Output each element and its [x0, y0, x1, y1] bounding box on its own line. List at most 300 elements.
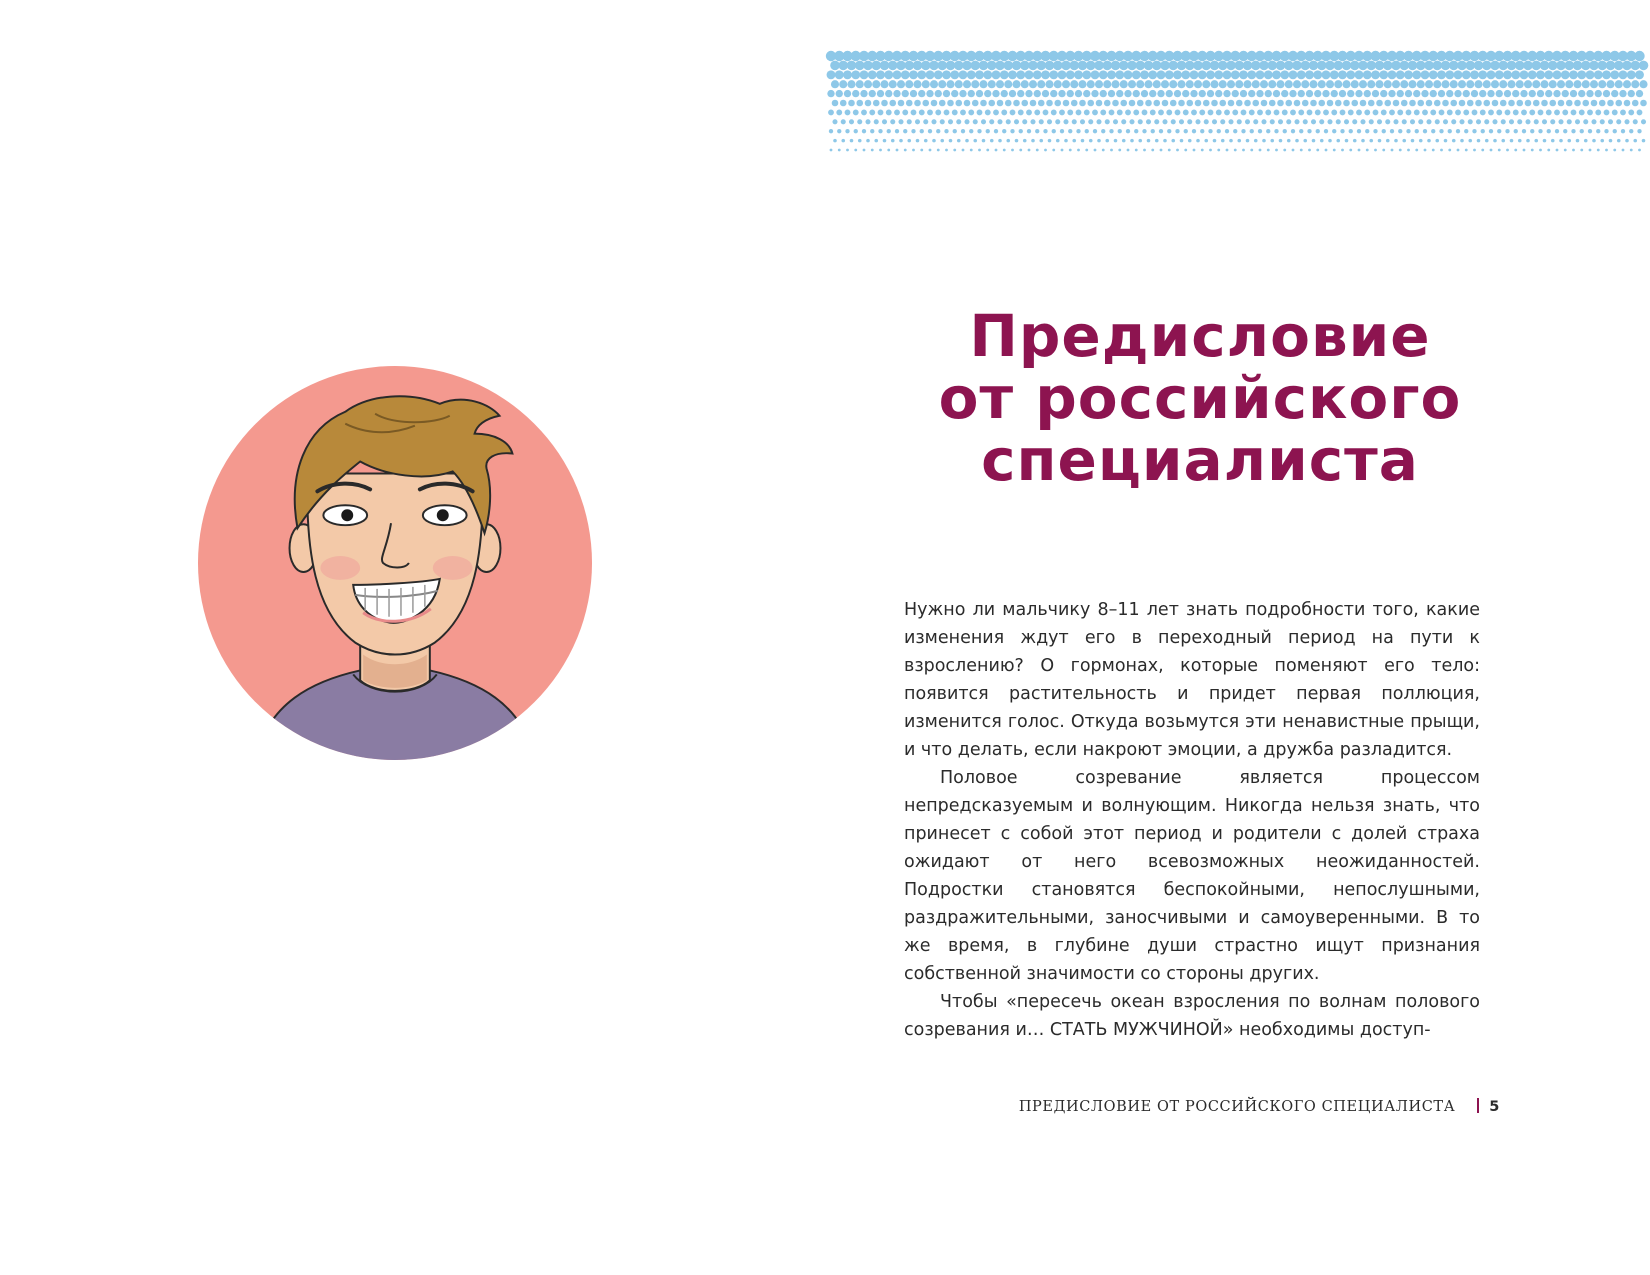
- halftone-dot: [1500, 100, 1507, 107]
- halftone-dot: [878, 129, 882, 133]
- halftone-dot: [1030, 100, 1037, 107]
- halftone-dot: [1521, 109, 1527, 115]
- halftone-dot: [1061, 149, 1064, 152]
- halftone-dot: [1460, 139, 1464, 143]
- halftone-dot: [1138, 139, 1142, 143]
- halftone-dot: [1111, 80, 1119, 88]
- halftone-dot: [943, 90, 950, 97]
- halftone-dot: [1523, 149, 1526, 152]
- halftone-dot: [853, 109, 859, 115]
- halftone-dot: [1247, 70, 1256, 79]
- halftone-dot: [1564, 149, 1567, 152]
- halftone-dot: [959, 70, 968, 79]
- halftone-dot: [1303, 119, 1308, 124]
- halftone-dot: [1571, 129, 1575, 133]
- halftone-dot: [1550, 119, 1555, 124]
- halftone-dot: [1298, 90, 1305, 97]
- halftone-dot: [968, 109, 974, 115]
- halftone-dot: [1283, 129, 1287, 133]
- halftone-dot: [1173, 70, 1182, 79]
- halftone-dot: [871, 149, 874, 152]
- halftone-dot: [830, 149, 833, 152]
- halftone-dot: [1522, 129, 1526, 133]
- halftone-dot: [1430, 90, 1437, 97]
- halftone-dot: [1452, 139, 1456, 143]
- halftone-dot: [1262, 139, 1266, 143]
- halftone-dot: [1437, 70, 1446, 79]
- halftone-dot: [994, 129, 998, 133]
- halftone-dot: [946, 80, 954, 88]
- halftone-dot: [1442, 100, 1449, 107]
- halftone-dot: [1446, 90, 1453, 97]
- halftone-dot: [1427, 139, 1431, 143]
- halftone-dot: [905, 80, 913, 88]
- halftone-dot: [1440, 149, 1443, 152]
- halftone-dot: [1507, 61, 1517, 71]
- halftone-dot: [1541, 100, 1548, 107]
- halftone-dot: [1009, 90, 1016, 97]
- halftone-dot: [1636, 90, 1643, 97]
- halftone-dot: [1213, 139, 1217, 143]
- halftone-dot: [1297, 70, 1306, 79]
- halftone-dot: [949, 139, 953, 143]
- halftone-dot: [1072, 119, 1077, 124]
- halftone-dot: [1607, 100, 1614, 107]
- halftone-dot: [1043, 129, 1047, 133]
- halftone-dot: [1390, 129, 1394, 133]
- halftone-dot: [1178, 100, 1185, 107]
- halftone-dot: [1421, 70, 1430, 79]
- halftone-dot: [1490, 61, 1500, 71]
- halftone-dot: [1256, 70, 1265, 79]
- halftone-dot: [1162, 119, 1167, 124]
- halftone-dot: [1099, 70, 1108, 79]
- halftone-dot: [906, 100, 913, 107]
- halftone-dot: [1517, 119, 1522, 124]
- halftone-dot: [1351, 100, 1358, 107]
- halftone-dot: [1034, 90, 1041, 97]
- halftone-dot: [1582, 100, 1589, 107]
- halftone-dot: [1385, 119, 1390, 124]
- halftone-dot: [1118, 129, 1122, 133]
- halftone-dot: [1641, 119, 1646, 124]
- halftone-dot: [1177, 80, 1185, 88]
- halftone-dot: [1491, 80, 1499, 88]
- halftone-dot: [1509, 119, 1514, 124]
- halftone-dot: [1013, 100, 1020, 107]
- halftone-dot: [1243, 61, 1253, 71]
- halftone-dot: [1457, 61, 1467, 71]
- halftone-dot: [1333, 61, 1343, 71]
- halftone-dot: [1467, 100, 1474, 107]
- halftone-dot: [1432, 149, 1435, 152]
- halftone-dot: [1047, 119, 1052, 124]
- halftone-dot: [1490, 149, 1493, 152]
- halftone-dot: [911, 109, 917, 115]
- halftone-dot: [1318, 100, 1325, 107]
- halftone-dot: [1394, 139, 1398, 143]
- halftone-dot: [944, 109, 950, 115]
- halftone-dot: [1606, 61, 1616, 71]
- halftone-dot: [1051, 109, 1057, 115]
- halftone-dot: [874, 139, 878, 143]
- halftone-dot: [887, 129, 891, 133]
- halftone-dot: [1200, 129, 1204, 133]
- halftone-dot: [1267, 61, 1277, 71]
- halftone-dot: [1465, 61, 1475, 71]
- halftone-dot: [1241, 109, 1247, 115]
- halftone-dot: [1574, 100, 1581, 107]
- halftone-dot: [983, 70, 992, 79]
- halftone-dot: [985, 109, 991, 115]
- halftone-dot: [964, 100, 971, 107]
- halftone-dot: [1402, 119, 1407, 124]
- halftone-dot: [1285, 80, 1293, 88]
- halftone-dot: [937, 149, 940, 152]
- halftone-dot: [1177, 61, 1187, 71]
- halftone-dot: [1591, 119, 1596, 124]
- halftone-dot: [1300, 61, 1310, 71]
- halftone-dot: [944, 129, 948, 133]
- halftone-dot: [1338, 70, 1347, 79]
- halftone-dot: [1166, 109, 1172, 115]
- halftone-dot: [1219, 80, 1227, 88]
- halftone-dot: [1208, 109, 1214, 115]
- halftone-dot: [1419, 139, 1423, 143]
- halftone-dot: [1210, 61, 1220, 71]
- halftone-dot: [1513, 109, 1519, 115]
- halftone-dot: [1342, 80, 1350, 88]
- halftone-dot: [1551, 139, 1555, 143]
- halftone-dot: [1076, 129, 1080, 133]
- halftone-dot: [992, 70, 1001, 79]
- halftone-dot: [970, 149, 973, 152]
- halftone-dot: [1478, 70, 1487, 79]
- halftone-dot: [1439, 129, 1443, 133]
- halftone-dot: [1360, 119, 1365, 124]
- halftone-dot: [1391, 61, 1401, 71]
- halftone-dot: [1081, 139, 1085, 143]
- halftone-dot: [1406, 129, 1410, 133]
- halftone-dot: [1063, 100, 1070, 107]
- halftone-dot: [1380, 90, 1387, 97]
- halftone-dot: [1228, 100, 1235, 107]
- halftone-dot: [1061, 61, 1071, 71]
- halftone-dot: [1567, 119, 1572, 124]
- halftone-dot: [1265, 109, 1271, 115]
- halftone-dot: [903, 129, 907, 133]
- halftone-dot: [937, 61, 947, 71]
- halftone-dot: [1614, 61, 1624, 71]
- halftone-dot: [1540, 61, 1550, 71]
- halftone-dot: [1034, 109, 1040, 115]
- halftone-dot: [1045, 61, 1055, 71]
- halftone-dot: [1391, 149, 1394, 152]
- halftone-dot: [1622, 149, 1625, 152]
- halftone-dot: [1074, 70, 1083, 79]
- halftone-dot: [1558, 100, 1565, 107]
- halftone-dot: [920, 149, 923, 152]
- halftone-dot: [1316, 129, 1320, 133]
- halftone-dot: [1217, 149, 1220, 152]
- halftone-dot: [1253, 119, 1258, 124]
- halftone-dot: [1078, 80, 1086, 88]
- halftone-dot: [1573, 61, 1583, 71]
- halftone-dot: [968, 90, 975, 97]
- halftone-dot: [921, 61, 931, 71]
- halftone-dot: [1603, 90, 1610, 97]
- halftone-dot: [1474, 61, 1484, 71]
- halftone-dot: [1598, 80, 1606, 88]
- halftone-dot: [990, 139, 994, 143]
- halftone-dot: [1055, 119, 1060, 124]
- halftone-dot: [890, 119, 895, 124]
- halftone-dot: [1165, 70, 1174, 79]
- halftone-dot: [1312, 139, 1316, 143]
- halftone-dot: [838, 61, 848, 71]
- halftone-dot: [1159, 129, 1163, 133]
- halftone-dot: [1039, 139, 1043, 143]
- halftone-dot: [1027, 129, 1031, 133]
- halftone-dot: [988, 80, 996, 88]
- halftone-dot: [1067, 109, 1073, 115]
- halftone-dot: [1406, 109, 1412, 115]
- halftone-dot: [904, 61, 914, 71]
- halftone-dot: [1261, 100, 1268, 107]
- halftone-dot: [1538, 109, 1544, 115]
- halftone-dot: [1284, 61, 1294, 71]
- halftone-dot: [1129, 100, 1136, 107]
- halftone-dot: [857, 119, 862, 124]
- halftone-dot: [1143, 149, 1146, 152]
- halftone-dot: [922, 100, 929, 107]
- halftone-dot: [1418, 119, 1423, 124]
- halftone-dot: [1464, 129, 1468, 133]
- halftone-dot: [971, 80, 979, 88]
- halftone-dot: [1423, 129, 1427, 133]
- halftone-dot: [923, 119, 928, 124]
- halftone-dot: [1565, 80, 1573, 88]
- halftone-dot: [932, 139, 936, 143]
- halftone-dot: [1049, 70, 1058, 79]
- chapter-title: [855, 302, 1545, 494]
- halftone-dot: [1116, 90, 1123, 97]
- halftone-dot: [1246, 139, 1250, 143]
- halftone-dot: [1314, 90, 1321, 97]
- halftone-dot: [1630, 149, 1633, 152]
- halftone-dot: [1529, 90, 1536, 97]
- halftone-dot: [1498, 61, 1508, 71]
- halftone-dot: [1085, 149, 1088, 152]
- halftone-dot: [1086, 61, 1096, 71]
- halftone-dot: [1589, 149, 1592, 152]
- halftone-dot: [942, 70, 951, 79]
- halftone-dot: [1094, 61, 1104, 71]
- halftone-dot: [1095, 80, 1103, 88]
- halftone-dot: [1002, 129, 1006, 133]
- halftone-dot: [1516, 80, 1524, 88]
- halftone-dot: [841, 139, 845, 143]
- halftone-dot: [930, 80, 938, 88]
- halftone-dot: [965, 139, 969, 143]
- halftone-dot: [1280, 70, 1289, 79]
- halftone-dot: [1126, 129, 1130, 133]
- halftone-dot: [1225, 129, 1229, 133]
- halftone-dot: [947, 100, 954, 107]
- halftone-dot: [1325, 61, 1335, 71]
- halftone-dot: [1221, 139, 1225, 143]
- halftone-dot: [1561, 70, 1570, 79]
- halftone-dot: [1610, 70, 1619, 79]
- halftone-dot: [1450, 100, 1457, 107]
- halftone-dot: [858, 139, 862, 143]
- halftone-dot: [1425, 80, 1433, 88]
- halftone-dot: [1050, 90, 1057, 97]
- halftone-dot: [1600, 139, 1604, 143]
- halftone-dot: [1111, 61, 1121, 71]
- halftone-dot: [920, 129, 924, 133]
- halftone-dot: [1505, 109, 1511, 115]
- halftone-dot: [1424, 61, 1434, 71]
- halftone-dot: [879, 149, 882, 152]
- halftone-dot: [931, 100, 938, 107]
- halftone-dot: [1484, 119, 1489, 124]
- halftone-dot: [1358, 61, 1368, 71]
- halftone-dot: [1383, 61, 1393, 71]
- halftone-dot: [1330, 70, 1339, 79]
- halftone-dot: [1186, 80, 1194, 88]
- halftone-dot: [828, 109, 834, 115]
- halftone-dot: [877, 90, 884, 97]
- halftone-dot: [1635, 70, 1644, 79]
- halftone-dot: [1366, 149, 1369, 152]
- halftone-dot: [902, 109, 908, 115]
- halftone-dot: [1520, 90, 1527, 97]
- halftone-dot: [1481, 149, 1484, 152]
- halftone-dot: [1336, 139, 1340, 143]
- halftone-dot: [1110, 149, 1113, 152]
- halftone-dot: [1481, 129, 1485, 133]
- halftone-dot: [1190, 70, 1199, 79]
- halftone-dot: [1282, 109, 1288, 115]
- halftone-dot: [1276, 80, 1284, 88]
- halftone-dot: [832, 100, 839, 107]
- halftone-dot: [1048, 139, 1052, 143]
- halftone-dot: [1132, 70, 1141, 79]
- halftone-dot: [1501, 119, 1506, 124]
- halftone-dot: [1492, 100, 1499, 107]
- halftone-dot: [931, 119, 936, 124]
- halftone-dot: [1605, 149, 1608, 152]
- halftone-dot: [1193, 61, 1203, 71]
- halftone-dot: [1141, 90, 1148, 97]
- halftone-dot: [1557, 80, 1565, 88]
- page-number: 5: [1489, 1099, 1500, 1115]
- halftone-dot: [1306, 90, 1313, 97]
- halftone-dot: [945, 149, 948, 152]
- halftone-dot: [1120, 80, 1128, 88]
- halftone-dot: [837, 129, 841, 133]
- halftone-dot: [1273, 90, 1280, 97]
- halftone-dot: [1281, 90, 1288, 97]
- halftone-dot: [1578, 90, 1585, 97]
- halftone-dot: [1497, 129, 1501, 133]
- halftone-dot: [1133, 90, 1140, 97]
- halftone-dot: [917, 70, 926, 79]
- halftone-dot: [1361, 139, 1365, 143]
- halftone-dot: [924, 139, 928, 143]
- halftone-dot: [986, 129, 990, 133]
- halftone-dot: [1169, 80, 1177, 88]
- halftone-dot: [880, 80, 888, 88]
- halftone-dot: [1128, 80, 1136, 88]
- halftone-dot: [1408, 61, 1418, 71]
- halftone-dot: [1367, 80, 1375, 88]
- halftone-dot: [1046, 100, 1053, 107]
- halftone-dot: [1224, 109, 1230, 115]
- halftone-dot: [1485, 139, 1489, 143]
- halftone-dot: [1342, 61, 1352, 71]
- halftone-dot: [1589, 61, 1599, 71]
- halftone-dot: [1310, 100, 1317, 107]
- halftone-dot: [1053, 61, 1063, 71]
- halftone-dot: [893, 90, 900, 97]
- halftone-dot: [832, 119, 837, 124]
- halftone-dot: [1137, 100, 1144, 107]
- halftone-dot: [1012, 80, 1020, 88]
- halftone-dot: [1112, 100, 1119, 107]
- halftone-dot: [1320, 139, 1324, 143]
- halftone-dot: [1021, 100, 1028, 107]
- halftone-dot: [1625, 139, 1629, 143]
- halftone-dot: [1556, 149, 1559, 152]
- halftone-dot: [1031, 139, 1035, 143]
- halftone-dot: [1569, 70, 1578, 79]
- halftone-dot: [1102, 61, 1112, 71]
- halftone-dot: [1124, 70, 1133, 79]
- halftone-dot: [1322, 70, 1331, 79]
- halftone-dot: [1347, 90, 1354, 97]
- halftone-dot: [1472, 109, 1478, 115]
- halftone-dot: [829, 129, 833, 133]
- halftone-dot: [1082, 70, 1091, 79]
- halftone-dot: [1216, 109, 1222, 115]
- halftone-dot: [1198, 70, 1207, 79]
- halftone-dot: [863, 149, 866, 152]
- halftone-dot: [950, 70, 959, 79]
- halftone-dot: [1499, 80, 1507, 88]
- halftone-dot: [1343, 100, 1350, 107]
- halftone-dot: [1035, 129, 1039, 133]
- halftone-dot: [1493, 139, 1497, 143]
- halftone-dot: [1523, 61, 1533, 71]
- halftone-dot: [1584, 139, 1588, 143]
- halftone-dot: [929, 61, 939, 71]
- halftone-dot: [1609, 139, 1613, 143]
- halftone-dot: [1382, 129, 1386, 133]
- halftone-dot: [841, 119, 846, 124]
- halftone-dot: [1302, 100, 1309, 107]
- halftone-dot: [1259, 149, 1262, 152]
- halftone-dot: [934, 70, 943, 79]
- halftone-dot: [1299, 129, 1303, 133]
- halftone-dot: [1616, 119, 1621, 124]
- halftone-dot: [1119, 61, 1129, 71]
- halftone-dot: [1168, 61, 1178, 71]
- halftone-dot: [1219, 100, 1226, 107]
- halftone-dot: [1005, 100, 1012, 107]
- halftone-dot: [922, 80, 930, 88]
